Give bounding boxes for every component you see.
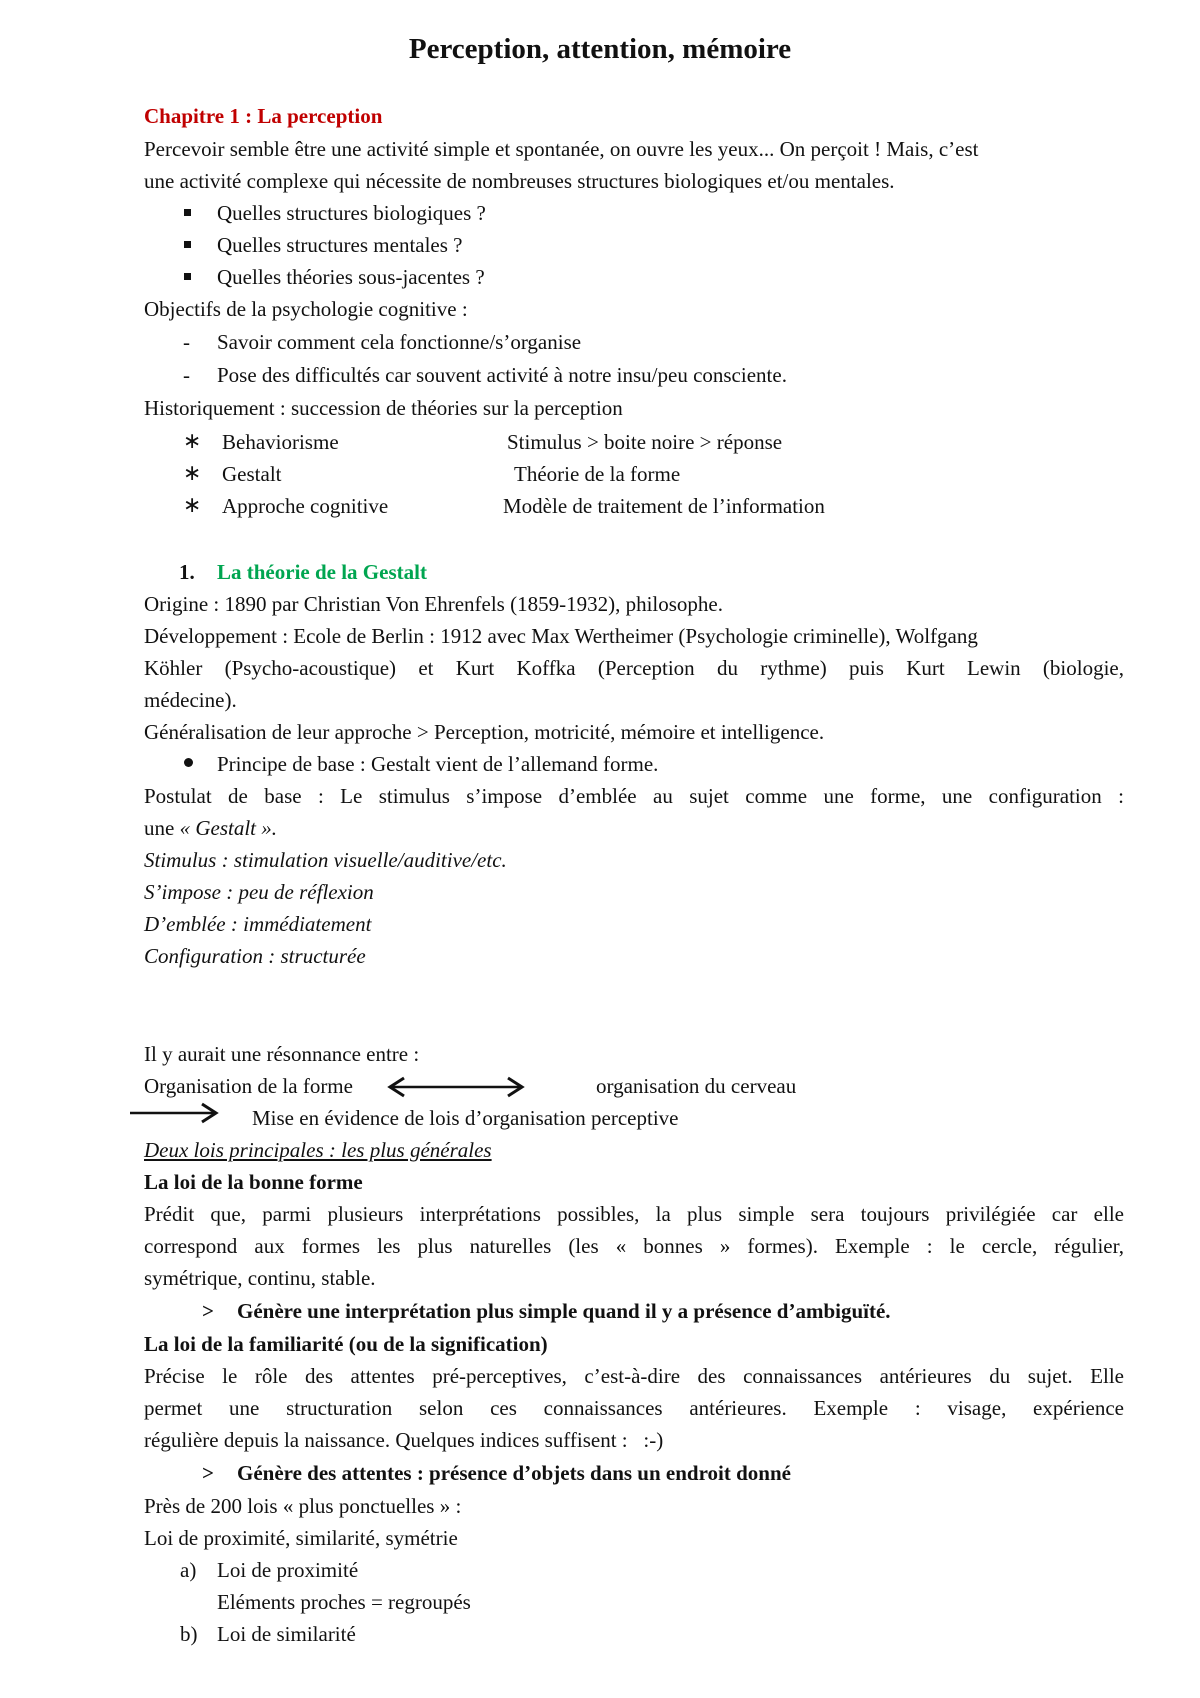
law-proximity-detail: Eléments proches = regroupés xyxy=(217,1590,471,1614)
development-line-2: Köhler (Psycho-acoustique) et Kurt Koffka (Perception du rythme) puis Kurt Lewin (biologie, xyxy=(144,656,1124,680)
familiarity-result: Génère des attentes : présence d’objets dans un endroit donné xyxy=(237,1461,791,1485)
organisation-form: Organisation de la forme xyxy=(144,1074,353,1098)
list-label: a) xyxy=(180,1558,197,1582)
origin-text: Origine : 1890 par Christian Von Ehrenfels (1859-1932), philosophe. xyxy=(144,592,723,616)
postulate-line-2 xyxy=(144,814,1124,842)
right-arrow-icon xyxy=(128,1101,220,1125)
document-title: Perception, attention, mémoire xyxy=(408,33,792,65)
objectives-heading: Objectifs de la psychologie cognitive : xyxy=(144,297,468,321)
specific-laws-text: Près de 200 lois « plus ponctuelles » : xyxy=(144,1494,462,1518)
intro-line-1: Percevoir semble être une activité simple et spontanée, on ouvre les yeux... On perçoit ! Mais, c’est xyxy=(144,137,979,161)
arrow-bullet-icon: > xyxy=(202,1461,214,1485)
development-line-3: médecine). xyxy=(144,688,237,712)
definition-item: D’emblée : immédiatement xyxy=(144,912,372,936)
round-bullet-icon xyxy=(184,758,193,767)
asterisk-bullet-icon: ∗ xyxy=(183,461,202,486)
list-label: b) xyxy=(180,1622,198,1646)
question-item: Quelles théories sous-jacentes ? xyxy=(217,265,485,289)
law-proximity: Loi de proximité xyxy=(217,1558,359,1582)
gestalt-term: « Gestalt ». xyxy=(179,816,277,840)
two-laws-heading: Deux lois principales : les plus générales xyxy=(144,1138,492,1162)
good-form-result: Génère une interprétation plus simple quand il y a présence d’ambiguïté. xyxy=(237,1299,891,1323)
asterisk-bullet-icon: ∗ xyxy=(183,493,202,518)
question-item: Quelles structures biologiques ? xyxy=(217,201,486,225)
postulate-prefix: une xyxy=(144,816,180,840)
principle-item: Principe de base : Gestalt vient de l’allemand forme. xyxy=(217,752,659,776)
development-line-1: Développement : Ecole de Berlin : 1912 avec Max Wertheimer (Psychologie criminelle), Wolfgang xyxy=(144,624,978,648)
definition-item: Stimulus : stimulation visuelle/auditive/etc. xyxy=(144,848,507,872)
question-item: Quelles structures mentales ? xyxy=(217,233,463,257)
highlight-laws-text: Mise en évidence de lois d’organisation perceptive xyxy=(252,1106,679,1130)
specific-laws-list: Loi de proximité, similarité, symétrie xyxy=(144,1526,458,1550)
good-form-line-1: Prédit que, parmi plusieurs interprétations possibles, la plus simple sera toujours privilégiée car elle xyxy=(144,1202,1124,1226)
theory-name: Behaviorisme xyxy=(222,430,339,454)
familiarity-line-3: régulière depuis la naissance. Quelques indices suffisent : :-) xyxy=(144,1428,664,1452)
law-good-form-heading: La loi de la bonne forme xyxy=(144,1170,363,1194)
objective-item: Pose des difficultés car souvent activité à notre insu/peu consciente. xyxy=(217,363,787,387)
familiarity-line-2: permet une structuration selon ces connaissances antérieures. Exemple : visage, expérience xyxy=(144,1396,1124,1420)
double-arrow-icon xyxy=(386,1075,526,1099)
square-bullet-icon xyxy=(184,209,191,216)
objective-item: Savoir comment cela fonctionne/s’organise xyxy=(217,330,582,354)
definition-item: S’impose : peu de réflexion xyxy=(144,880,374,904)
intro-line-2: une activité complexe qui nécessite de nombreuses structures biologiques et/ou mentales. xyxy=(144,169,895,193)
generalisation-text: Généralisation de leur approche > Perception, motricité, mémoire et intelligence. xyxy=(144,720,825,744)
asterisk-bullet-icon: ∗ xyxy=(183,429,202,454)
organisation-brain: organisation du cerveau xyxy=(596,1074,797,1098)
good-form-line-2: correspond aux formes les plus naturelles (les « bonnes » formes). Exemple : le cercle, régulier, xyxy=(144,1234,1124,1258)
good-form-line-3: symétrique, continu, stable. xyxy=(144,1266,376,1290)
law-similarity: Loi de similarité xyxy=(217,1622,356,1646)
section-heading: La théorie de la Gestalt xyxy=(217,560,427,584)
definition-item: Configuration : structurée xyxy=(144,944,366,968)
dash-bullet-icon: - xyxy=(183,363,190,387)
square-bullet-icon xyxy=(184,241,191,248)
history-heading: Historiquement : succession de théories sur la perception xyxy=(144,396,623,420)
familiarity-line-1: Précise le rôle des attentes pré-perceptives, c’est-à-dire des connaissances antérieures du sujet. Elle xyxy=(144,1364,1124,1388)
section-number: 1. xyxy=(179,560,195,584)
law-familiarity-heading: La loi de la familiarité (ou de la signification) xyxy=(144,1332,548,1356)
theory-desc: Stimulus > boite noire > réponse xyxy=(507,430,783,454)
theory-name: Approche cognitive xyxy=(222,494,389,518)
chapter-heading: Chapitre 1 : La perception xyxy=(144,104,383,128)
theory-desc: Modèle de traitement de l’information xyxy=(503,494,825,518)
arrow-bullet-icon: > xyxy=(202,1299,214,1323)
theory-desc: Théorie de la forme xyxy=(514,462,681,486)
theory-name: Gestalt xyxy=(222,462,282,486)
dash-bullet-icon: - xyxy=(183,330,190,354)
square-bullet-icon xyxy=(184,273,191,280)
resonance-text: Il y aurait une résonnance entre : xyxy=(144,1042,420,1066)
postulate-line-1: Postulat de base : Le stimulus s’impose d’emblée au sujet comme une forme, une configuration : xyxy=(144,784,1124,808)
